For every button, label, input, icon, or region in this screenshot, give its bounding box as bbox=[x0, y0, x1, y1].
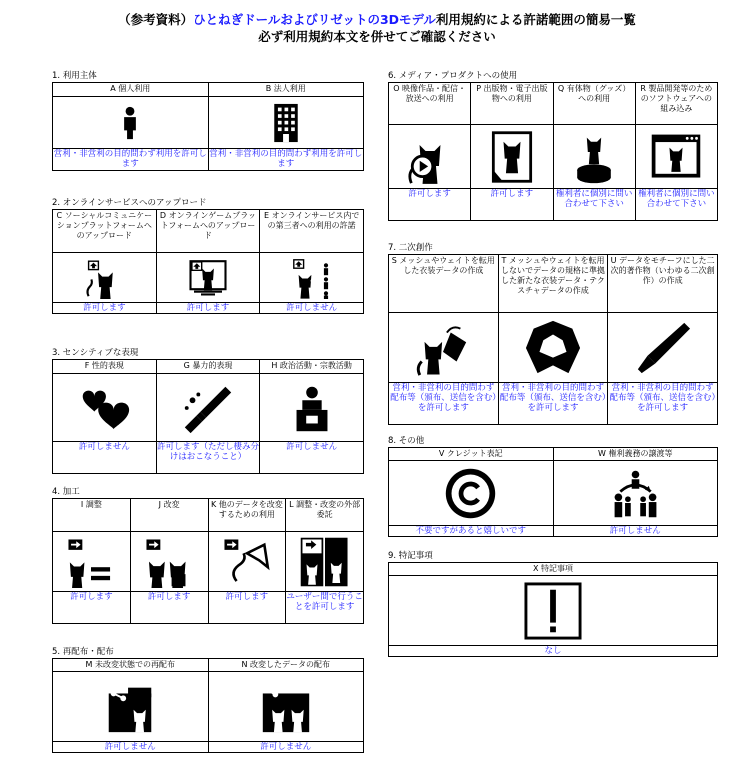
exclamation-icon bbox=[524, 582, 582, 640]
category-icon-cell bbox=[53, 253, 157, 303]
permission-result: 許可しません bbox=[208, 742, 364, 753]
adjust-icon bbox=[65, 536, 117, 588]
category-icon-cell bbox=[130, 532, 208, 592]
permission-result: 営利・非営利の目的問わず配布等（頒布、送信を含む）を許可します bbox=[498, 383, 608, 425]
page-title: （参考資料）ひとねぎドールおよびリゼットの3Dモデル利用規約による許諾範囲の簡易一覧 bbox=[118, 12, 636, 27]
category-label: K 他のデータを改変するための利用 bbox=[208, 499, 286, 532]
permission-result: 許可します bbox=[130, 592, 208, 624]
category-icon-cell bbox=[53, 374, 157, 442]
category-icon-cell bbox=[389, 461, 554, 526]
copyright-icon bbox=[442, 465, 499, 522]
section-title: 8. その他 bbox=[388, 436, 425, 446]
section-title: 3. センシティブな表現 bbox=[52, 348, 139, 358]
category-label: N 改変したデータの配布 bbox=[208, 659, 364, 672]
category-label: M 未改変状態での再配布 bbox=[53, 659, 209, 672]
permission-result: ユーザー間で行うことを許可します bbox=[286, 592, 364, 624]
permission-result: 許可します bbox=[208, 592, 286, 624]
category-label: P 出版物・電子出版物への利用 bbox=[471, 83, 553, 125]
category-label: L 調整・改変の外部委託 bbox=[286, 499, 364, 532]
category-icon-cell bbox=[208, 97, 364, 149]
outsource-icon bbox=[299, 536, 351, 588]
section-title: 6. メディア・プロダクトへの使用 bbox=[388, 71, 518, 81]
mesh-cat-icon bbox=[414, 319, 472, 377]
category-label: I 調整 bbox=[53, 499, 131, 532]
new-garment-icon bbox=[524, 319, 582, 377]
section-title: 7. 二次創作 bbox=[388, 243, 433, 253]
category-icon-cell bbox=[389, 313, 499, 383]
share-people-icon bbox=[291, 257, 333, 299]
permission-result: 許可します bbox=[389, 189, 471, 221]
section-derivative-works bbox=[388, 242, 718, 425]
permission-result: 不要ですがあると嬉しいです bbox=[389, 526, 554, 537]
permission-result: 許可します bbox=[471, 189, 553, 221]
podium-icon bbox=[283, 379, 341, 437]
category-icon-cell bbox=[471, 125, 553, 189]
section-redistribution bbox=[52, 646, 364, 753]
upload-cat-icon bbox=[83, 257, 125, 299]
section-table bbox=[52, 498, 364, 624]
category-icon-cell bbox=[498, 313, 608, 383]
section-processing bbox=[52, 486, 364, 624]
section-table bbox=[388, 82, 718, 221]
category-icon-cell bbox=[635, 125, 717, 189]
permission-result: 許可しません bbox=[260, 303, 364, 314]
section-table bbox=[52, 658, 364, 753]
category-label: X 特記事項 bbox=[389, 563, 718, 576]
category-icon-cell bbox=[389, 125, 471, 189]
category-label: U データをモチーフにした二次的著作物（いわゆる二次創作）の作成 bbox=[608, 255, 718, 313]
section-table bbox=[52, 82, 364, 171]
permission-result: 許可しません bbox=[553, 526, 718, 537]
category-label: A 個人利用 bbox=[53, 83, 209, 97]
permission-result: 許可しません bbox=[53, 442, 157, 474]
category-icon-cell bbox=[553, 461, 718, 526]
category-label: V クレジット表記 bbox=[389, 448, 554, 461]
transfer-icon bbox=[607, 465, 664, 522]
category-label: R 製品開発等のためのソフトウェアへの組み込み bbox=[635, 83, 717, 125]
permission-result: 営利・非営利の目的問わず配布等（頒布、送信を含む）を許可します bbox=[608, 383, 718, 425]
transform-icon bbox=[221, 536, 273, 588]
share-folder-icon bbox=[101, 678, 159, 736]
modify-icon bbox=[143, 536, 195, 588]
category-icon-cell bbox=[608, 313, 718, 383]
permission-result: 権利者に個別に問い合わせて下さい bbox=[553, 189, 635, 221]
section-usage-subject bbox=[52, 70, 364, 171]
category-icon-cell bbox=[156, 374, 260, 442]
section-online-upload bbox=[52, 197, 364, 314]
permission-result: 許可します bbox=[53, 303, 157, 314]
knife-icon bbox=[179, 379, 237, 437]
category-label: D オンラインゲームプラットフォームへのアップロード bbox=[156, 210, 260, 253]
permission-result: 権利者に個別に問い合わせて下さい bbox=[635, 189, 717, 221]
section-special-notes bbox=[388, 550, 718, 657]
software-icon bbox=[648, 129, 704, 185]
category-label: B 法人利用 bbox=[208, 83, 364, 97]
figure-icon bbox=[566, 129, 622, 185]
permission-result: 許可します（ただし棲み分けはおこなうこと） bbox=[156, 442, 260, 474]
category-icon-cell bbox=[156, 253, 260, 303]
category-icon-cell bbox=[553, 125, 635, 189]
person-icon bbox=[108, 101, 152, 145]
category-label: Q 有体物（グッズ）への利用 bbox=[553, 83, 635, 125]
category-icon-cell bbox=[53, 532, 131, 592]
permission-result: 営利・非営利の目的問わず利用を許可します bbox=[53, 149, 207, 169]
section-title: 2. オンラインサービスへのアップロード bbox=[52, 198, 207, 208]
category-icon-cell bbox=[286, 532, 364, 592]
category-label: J 改変 bbox=[130, 499, 208, 532]
category-label: T メッシュやウェイトを転用しないでデータの規格に準拠した新たな衣装データ・テクスチャデータの作成 bbox=[498, 255, 608, 313]
category-label: W 権利義務の譲渡等 bbox=[553, 448, 718, 461]
section-media-products bbox=[388, 70, 718, 221]
section-title: 4. 加工 bbox=[52, 487, 80, 497]
section-table bbox=[388, 447, 718, 537]
category-icon-cell bbox=[208, 672, 364, 742]
permission-result: 許可しません bbox=[53, 742, 209, 753]
category-icon-cell bbox=[53, 672, 209, 742]
category-icon-cell bbox=[389, 576, 718, 646]
pen-icon bbox=[634, 319, 692, 377]
book-icon bbox=[484, 129, 540, 185]
section-sensitive-expression bbox=[52, 347, 364, 474]
section-title: 5. 再配布・配布 bbox=[52, 647, 114, 657]
category-label: O 映像作品・配信・放送への利用 bbox=[389, 83, 471, 125]
page-subtitle: 必ず利用規約本文を併せてご確認ください bbox=[258, 29, 496, 44]
building-icon bbox=[264, 101, 308, 145]
category-icon-cell bbox=[260, 374, 364, 442]
permission-result: 営利・非営利の目的問わず配布等（頒布、送信を含む）を許可します bbox=[389, 383, 499, 425]
permission-result: 許可します bbox=[53, 592, 131, 624]
permission-result: 許可します bbox=[156, 303, 260, 314]
category-label: G 暴力的表現 bbox=[156, 360, 260, 374]
hearts-icon bbox=[75, 379, 133, 437]
permission-result: 営利・非営利の目的問わず利用を許可します bbox=[209, 149, 363, 169]
category-icon-cell bbox=[260, 253, 364, 303]
section-title: 1. 利用主体 bbox=[52, 71, 97, 81]
category-icon-cell bbox=[53, 97, 209, 149]
share-modified-icon bbox=[257, 678, 315, 736]
category-label: C ソーシャルコミュニケーションプラットフォームへのアップロード bbox=[53, 210, 157, 253]
category-label: F 性的表現 bbox=[53, 360, 157, 374]
category-label: S メッシュやウェイトを転用した衣装データの作成 bbox=[389, 255, 499, 313]
upload-monitor-icon bbox=[187, 257, 229, 299]
category-icon-cell bbox=[208, 532, 286, 592]
section-table bbox=[388, 562, 718, 657]
section-table bbox=[52, 359, 364, 474]
section-table bbox=[52, 209, 364, 314]
category-label: H 政治活動・宗教活動 bbox=[260, 360, 364, 374]
category-label: E オンラインサービス内での第三者への利用の許諾 bbox=[260, 210, 364, 253]
video-icon bbox=[402, 129, 458, 185]
section-other bbox=[388, 435, 718, 537]
permission-result: 許可しません bbox=[260, 442, 364, 474]
section-table bbox=[388, 254, 718, 425]
section-title: 9. 特記事項 bbox=[388, 551, 433, 561]
permission-result: なし bbox=[389, 646, 718, 657]
